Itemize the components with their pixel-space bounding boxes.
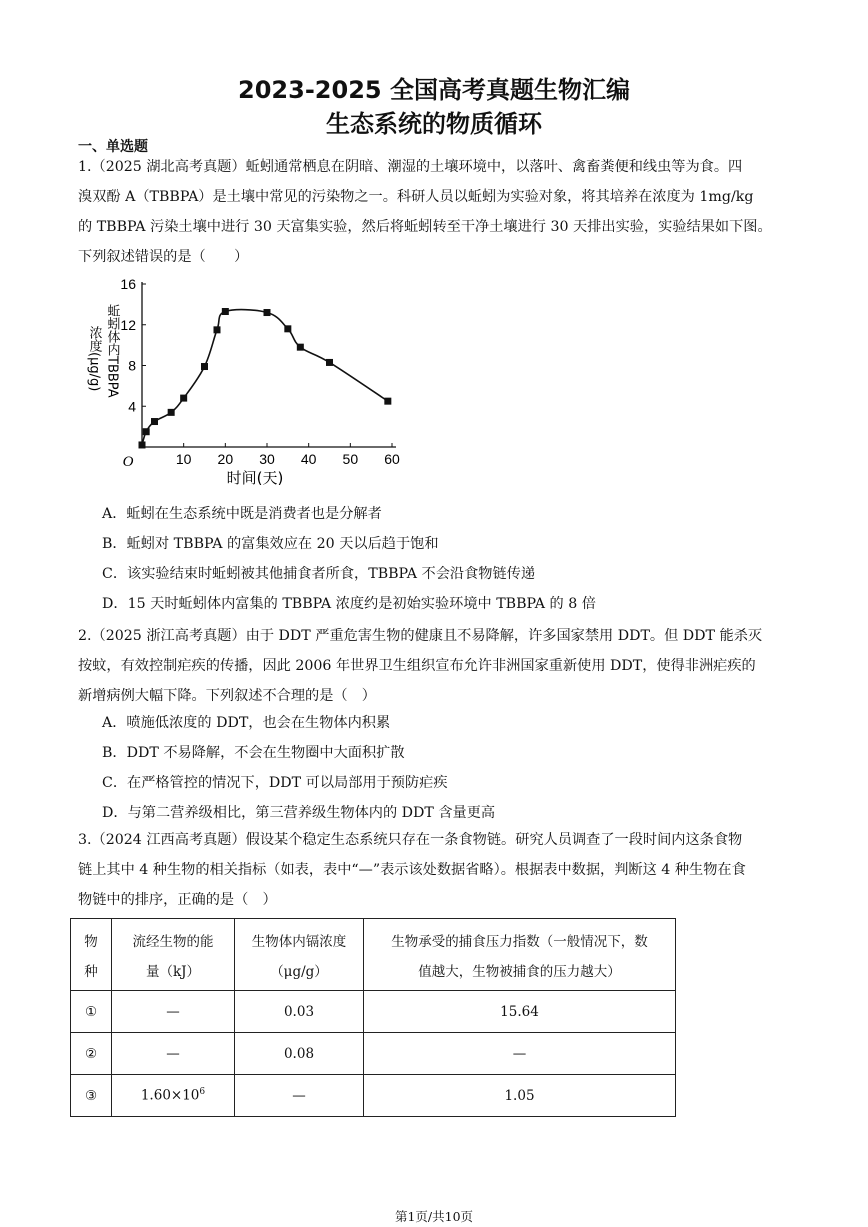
question-1-text [78, 152, 794, 272]
tbbpa-chart [74, 270, 414, 496]
x-tick-label: 10 [175, 451, 192, 467]
question-3-text [78, 825, 794, 915]
table-header-cell: 生物体内镉浓度 （μg/g） [235, 919, 364, 991]
page-subtitle: 生态系统的物质循环 [326, 110, 542, 138]
table-row [71, 1075, 676, 1117]
table-cell: — [364, 1033, 676, 1075]
y-tick-label: 12 [120, 316, 136, 333]
option-1d: D．15 天时蚯蚓体内富集的 TBBPA 浓度约是初始实验环境中 TBBPA 的 8 倍 [102, 596, 596, 612]
tbbpa-chart-svg [74, 270, 414, 492]
table-cell: 15.64 [364, 991, 676, 1033]
x-tick-label: 20 [217, 451, 234, 467]
table-cell: 0.08 [235, 1033, 364, 1075]
table-cell: ② [71, 1033, 112, 1075]
y-tick-label: 16 [120, 276, 136, 292]
table-cell: 1.05 [364, 1075, 676, 1117]
data-point [214, 326, 221, 333]
table-cell: ③ [71, 1075, 112, 1117]
question-2-text [78, 621, 794, 711]
page-title: 2023-2025 全国高考真题生物汇编 [238, 76, 630, 104]
exponent: 6 [199, 1087, 206, 1098]
y-tick-label: 4 [128, 398, 136, 415]
data-point [284, 325, 291, 332]
data-point [143, 428, 150, 435]
x-tick-label: 50 [342, 451, 359, 467]
option-1b: B．蚯蚓对 TBBPA 的富集效应在 20 天以后趋于饱和 [102, 536, 439, 552]
question-line: 1.（2025 湖北高考真题）蚯蚓通常栖息在阴暗、潮湿的土壤环境中，以落叶、禽畜粪便和线虫等为食。四 [78, 159, 743, 175]
question-line: 按蚊，有效控制疟疾的传播，因此 2006 年世界卫生组织宣布允许非洲国家重新使用 DDT，使得非洲疟疾的 [78, 658, 756, 674]
table-header-cell: 物 种 [71, 919, 112, 991]
data-point [139, 441, 146, 448]
data-point [264, 309, 271, 316]
question-line: 的 TBBPA 污染土壤中进行 30 天富集实验，然后将蚯蚓转至干净土壤进行 30 天排出实验，实验结果如下图。 [78, 219, 772, 235]
option-2c: C．在严格管控的情况下，DDT 可以局部用于预防疟疾 [102, 775, 448, 791]
data-point [168, 409, 175, 416]
data-point [201, 363, 208, 370]
table-cell: — [235, 1075, 364, 1117]
table-header-cell: 流经生物的能 量（kJ） [112, 919, 235, 991]
question-line: 物链中的排序，正确的是（ ） [78, 892, 277, 908]
table-row [71, 1033, 676, 1075]
table-cell: ① [71, 991, 112, 1033]
option-1a: A．蚯蚓在生态系统中既是消费者也是分解者 [102, 506, 382, 522]
question-line: 溴双酚 A（TBBPA）是土壤中常见的污染物之一。科研人员以蚯蚓为实验对象，将其培养在浓度为 1mg/kg [78, 189, 754, 205]
x-tick-label: 60 [384, 451, 400, 467]
table-cell: 0.03 [235, 991, 364, 1033]
y-tick-label: 8 [128, 357, 136, 374]
option-2d: D．与第二营养级相比，第三营养级生物体内的 DDT 含量更高 [102, 805, 496, 821]
x-tick-label: 30 [259, 451, 275, 467]
table-cell: — [112, 991, 235, 1033]
y-axis-title: 浓度(μg/g) [86, 326, 102, 392]
data-table [70, 918, 676, 1117]
table-header-row [71, 919, 676, 991]
table-header-cell: 生物承受的捕食压力指数（一般情况下，数 值越大，生物被捕食的压力越大） [364, 919, 676, 991]
option-2b: B．DDT 不易降解，不会在生物圈中大面积扩散 [102, 745, 405, 761]
series-line [142, 310, 388, 445]
option-2a: A．喷施低浓度的 DDT，也会在生物体内积累 [102, 715, 391, 731]
section-heading: 一、单选题 [78, 139, 148, 155]
question-line: 链上其中 4 种生物的相关指标（如表，表中“—”表示该处数据省略）。根据表中数据，判断这 4 种生物在食 [78, 862, 746, 878]
page-footer: 第1页/共10页 [394, 1209, 474, 1224]
origin-label: O [122, 454, 134, 470]
data-point [384, 398, 391, 405]
question-line: 3.（2024 江西高考真题）假设某个稳定生态系统只存在一条食物链。研究人员调查了一段时间内这条食物 [78, 832, 743, 848]
question-line: 新增病例大幅下降。下列叙述不合理的是（ ） [78, 688, 376, 704]
data-point [326, 359, 333, 366]
table-row [71, 991, 676, 1033]
question-line: 下列叙述错误的是（ ） [78, 249, 249, 265]
table-cell: — [112, 1033, 235, 1075]
data-point [297, 344, 304, 351]
data-point [222, 308, 229, 315]
question-line: 2.（2025 浙江高考真题）由于 DDT 严重危害生物的健康且不易降解，许多国家禁用 DDT。但 DDT 能杀灭 [78, 628, 763, 644]
x-axis-title: 时间(天) [226, 469, 284, 487]
data-point [151, 418, 158, 425]
option-1c: C．该实验结束时蚯蚓被其他捕食者所食，TBBPA 不会沿食物链传递 [102, 566, 536, 582]
y-axis-title: 蚯蚓体内TBBPA [104, 304, 120, 398]
x-tick-label: 40 [300, 451, 317, 467]
data-point [180, 395, 187, 402]
table-cell: $1.60\times 10^6$ [112, 1075, 235, 1117]
